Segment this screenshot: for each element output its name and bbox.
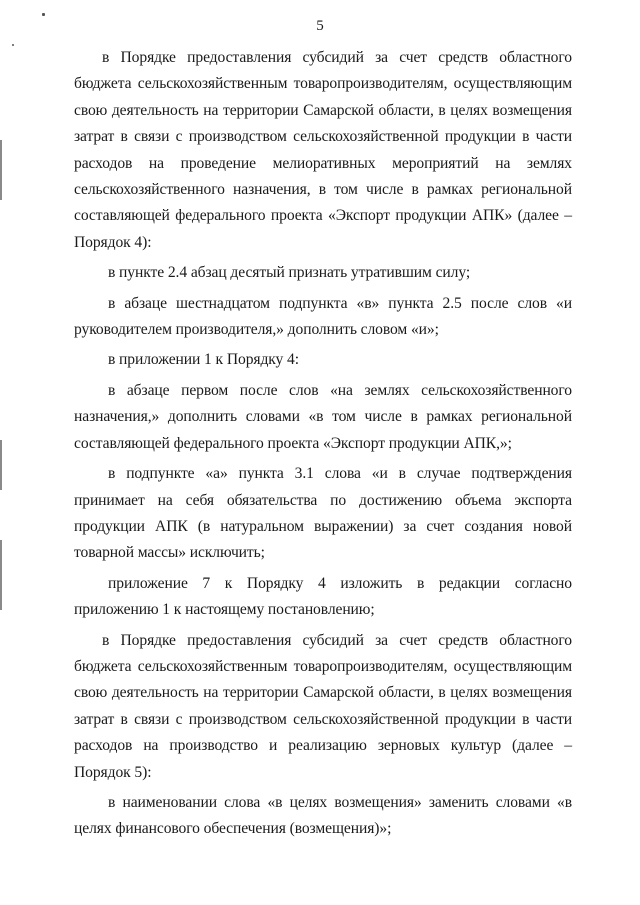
paragraph-point-2-5: в абзаце шестнадцатом подпункта «в» пункта 2.5 после слов «и руководителем производителя,» дополнить словом «и»;	[74, 294, 572, 339]
scan-edge-line	[0, 140, 2, 200]
scan-mark	[42, 13, 45, 16]
paragraph-naimenovanie: в наименовании слова «в целях возмещения» заменить словами «в целях финансового обеспечения (возмещения)»;	[74, 793, 572, 838]
paragraph-point-2-4: в пункте 2.4 абзац десятый признать утратившим силу;	[108, 264, 471, 282]
page-number: 5	[316, 18, 324, 34]
document-body	[74, 45, 572, 843]
scan-edge-line	[0, 540, 2, 610]
paragraph-first-abzac: в абзаце первом после слов «на землях сельскохозяйственного назначения,» дополнить словами «в том числе в рамках региональной составляющей федерального проекта «Экспорт продукции АПК,»;	[74, 381, 572, 452]
paragraph-point-3-1: в подпункте «а» пункта 3.1 слова «и в случае подтверждения принимает на себя обязательства по достижению объема экспорта продукции АПК (в натуральном выражении) за счет создания новой товарной массы» исключить;	[74, 465, 572, 562]
paragraph-appendix-1: в приложении 1 к Порядку 4:	[108, 351, 299, 369]
scan-edge-line	[0, 440, 2, 490]
paragraph-appendix-7: приложение 7 к Порядку 4 изложить в редакции согласно приложению 1 к настоящему постановлению;	[74, 574, 572, 619]
paragraph-poryadok-5: в Порядке предоставления субсидий за счет средств областного бюджета сельскохозяйственным товаропроизводителям, осуществляющим свою деятельность на территории Самарской области, в целях возмещения затрат в связи с производством сельскохозяйственной продукции в части расходов на производство и реализацию зерновых культур (далее – Порядок 5):	[74, 631, 572, 781]
paragraph-poryadok-4: в Порядке предоставления субсидий за счет средств областного бюджета сельскохозяйственным товаропроизводителям, осуществляющим свою деятельность на территории Самарской области, в целях возмещения затрат в связи с производством сельскохозяйственной продукции в части расходов на проведение мелиоративных мероприятий на землях сельскохозяйственного назначения, в том числе в рамках региональной составляющей федерального проекта «Экспорт продукции АПК» (далее – Порядок 4):	[74, 49, 572, 251]
scan-mark	[12, 44, 14, 46]
